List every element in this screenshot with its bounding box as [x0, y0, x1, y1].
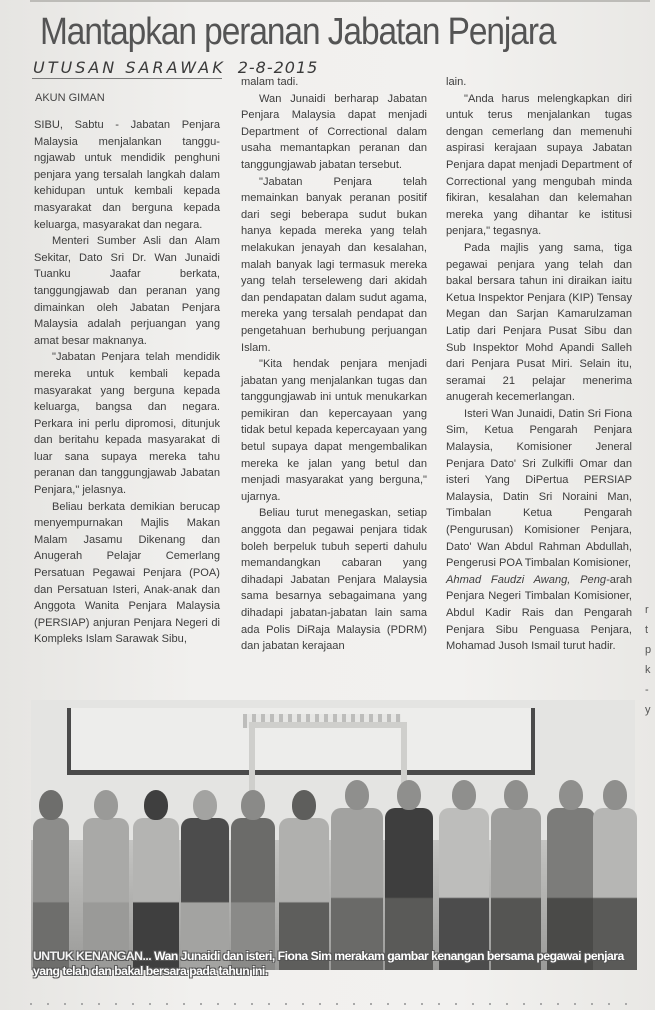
paragraph: "Anda harus melengkapkan diri untuk terus menjalankan tugas dengan cemerlang dan memenuhi aspirasi kerajaan supaya Jabatan Penjara dapat menjadi Department of Correctional yang mengubah minda fikiran, kesalahan dan kelemahan mereka yang dihantar ke istitusi penjara," tegasnya. — [446, 92, 632, 238]
photo-person-body — [133, 818, 179, 970]
fragment-char: r — [645, 604, 649, 616]
fragment-char: y — [645, 704, 651, 716]
photo-person-head — [241, 790, 265, 820]
paragraph: SIBU, Sabtu - Jabatan Penjara Malaysia menjalankan tanggu-ngjawab untuk mendidik penghuni penjara yang tersalah langkah dalam kehidupan untuk kembali kepada masyarakat dan berguna kepada keluarga, masyarakat dan negara. — [34, 119, 220, 231]
photo-caption — [33, 949, 633, 979]
photo-person-head — [452, 780, 476, 810]
article-column-3 — [446, 74, 632, 655]
photo-person-body — [231, 818, 275, 970]
photo-person-head — [292, 790, 316, 820]
photo-person-head — [345, 780, 369, 810]
photo-person-body — [181, 818, 229, 970]
photo-person-body — [33, 818, 69, 970]
paragraph: Pada majlis yang sama, tiga pegawai penjara yang telah dan bakal bersara tahun ini diraikan iaitu Ketua Inspektor Penjara (KIP) Tensay Megan dan Sarjan Kamarulzaman Latip dari Penjara Pusat Sibu dan Sub Inspektor Mohd Apandi Salleh dari Penjara Pusat Miri. Selain itu, seramai 21 pelajar menerima anugerah kecemerlangan. — [446, 241, 632, 404]
photo-person — [331, 780, 383, 970]
caption-lead: UNTUK KENANGAN... — [33, 949, 152, 963]
paragraph: "Kita hendak penjara menjadi jabatan yang menjalankan tugas dan tanggungjawab ini untuk menukarkan pemikiran dan kepercayaan yang tidak betul kepada kepercayaan yang betul supaya dapat mengembalikan mereka ke jalan yang betul dan menjadi masyarakat yang berguna," ujarnya. — [241, 358, 427, 503]
dotted-separator — [30, 1003, 630, 1005]
photo-person — [279, 790, 329, 970]
photo-person — [593, 780, 637, 970]
photo-person-body — [439, 808, 489, 970]
group-photo — [31, 700, 635, 970]
photo-person-body — [385, 808, 433, 970]
paragraph-tail: arah Penjara Negeri Timbalan Komisioner, Abdul Kadir Rais dan Pengarah Penjara Sibu Penguasa Penjara, Mohamad Jusoh Ismail turut hadir. — [446, 573, 632, 653]
photo-person-body — [593, 808, 637, 970]
photo-person — [181, 790, 229, 970]
photo-person-head — [144, 790, 168, 820]
adjacent-article-fragment — [645, 600, 655, 720]
byline: AKUN GIMAN — [35, 92, 105, 104]
headline: Mantapkan peranan Jabatan Penjara — [40, 11, 556, 53]
photo-person — [133, 790, 179, 970]
fragment-char: p — [645, 644, 652, 656]
paragraph: lain. — [446, 76, 467, 88]
photo-person — [547, 780, 595, 970]
photo-person-head — [559, 780, 583, 810]
photo-person-body — [491, 808, 541, 970]
italic-segment: Ahmad Faudzi Awang, Peng- — [446, 573, 610, 586]
fragment-char: t — [645, 624, 649, 636]
photo-person-head — [397, 780, 421, 810]
photo-person-body — [279, 818, 329, 970]
paragraph: Wan Junaidi berharap Jabatan Penjara Malaysia dapat menjadi Department of Correctional dalam usaha memantapkan peranan dan tanggungjawab jabatan tersebut. — [241, 92, 427, 171]
photo-person-head — [94, 790, 118, 820]
photo-person-body — [547, 808, 595, 970]
photo-person — [33, 790, 69, 970]
handwritten-underline — [32, 78, 222, 79]
paragraph: malam tadi. — [241, 76, 299, 88]
photo-person-head — [504, 780, 528, 810]
article-column-1 — [34, 117, 220, 648]
paragraph: Menteri Sumber Asli dan Alam Sekitar, Dato Sri Dr. Wan Junaidi Tuanku Jaafar berkata, tanggungjawab dan peranan yang dimainkan oleh Jabatan Penjara Malaysia adalah perjuangan yang amat besar maknanya. — [34, 235, 220, 347]
paragraph: Isteri Wan Junaidi, Datin Sri Fiona Sim, Ketua Pengarah Penjara Malaysia, Komisioner Jeneral Penjara Dato' Sri Zulkifli Omar dan isteri Yang DiPertua PERSIAP Malaysia, Datin Sri Noraini Man, Timbalan Ketua Pengarah (Pengurusan) Komisioner Penjara, Dato' Wan Abdul Rahman Abdullah, Pengerusi POA Timbalan Komisioner, — [446, 407, 632, 570]
paragraph: Beliau berkata demikian berucap menyempurnakan Majlis Makan Malam Jasamu Dikenang dan Anugerah Pelajar Cemerlang Persatuan Pegawai Penjara (POA) dan Persatuan Isteri, Anak-anak dan Anggota Wanita Penjara Malaysia (PERSIAP) anjuran Penjara Negeri di Kompleks Islam Sarawak Sibu, — [34, 500, 220, 646]
photo-person — [439, 780, 489, 970]
photo-person — [83, 790, 129, 970]
photo-person-head — [39, 790, 63, 820]
article-column-2 — [241, 74, 427, 655]
top-rule — [30, 0, 650, 2]
photo-person-head — [193, 790, 217, 820]
photo-person — [491, 780, 541, 970]
paragraph-continued — [446, 572, 632, 655]
handwritten-date: 2-8-2015 — [237, 58, 319, 77]
fragment-char: k — [645, 664, 651, 676]
photo-person — [231, 790, 275, 970]
paragraph: "Jabatan Penjara telah mendidik mereka untuk kembali kepada masyarakat yang berguna kepada keluarga, bangsa dan negara. Perkara ini perlu dipromosi, ditunjuk dan beritahu kepada masyarakat di luar sana supaya mereka tahu peranan dan tanggungjawab Jabatan Penjara," jelasnya. — [34, 351, 220, 497]
fragment-char: - — [645, 684, 649, 696]
handwritten-source: UTUSAN SARAWAK — [33, 58, 226, 77]
caption-text: Wan Junaidi dan isteri, Fiona Sim merakam gambar kenangan bersama pegawai penjara yang telah dan bakal bersara pada tahun ini. — [33, 949, 624, 978]
photo-person-body — [83, 818, 129, 970]
photo-person — [385, 780, 433, 970]
photo-person-body — [331, 808, 383, 970]
paragraph: "Jabatan Penjara telah memainkan banyak peranan positif dari segi beberapa sudut bukan hanya kepada mereka yang telah melakukan jenayah dan kesalahan, malah banyak lagi termasuk mereka yang telah terseleweng dari akidah dan pendapatan dalam sudut agama, mereka yang tersalah pendapat dan pengetahuan berhubung perjuangan Islam. — [241, 175, 427, 354]
paragraph: Beliau turut menegaskan, setiap anggota dan pegawai penjara tidak boleh berpeluk tubuh seperti dahulu memandangkan cabaran yang dihadapi Jabatan Penjara Malaysia sama besarnya sebagaimana yang dihadapi jabatan-jabatan lain sama ada Polis DiRaja Malaysia (PDRM) dan jabatan kerajaan — [241, 507, 427, 653]
photo-person-head — [603, 780, 627, 810]
